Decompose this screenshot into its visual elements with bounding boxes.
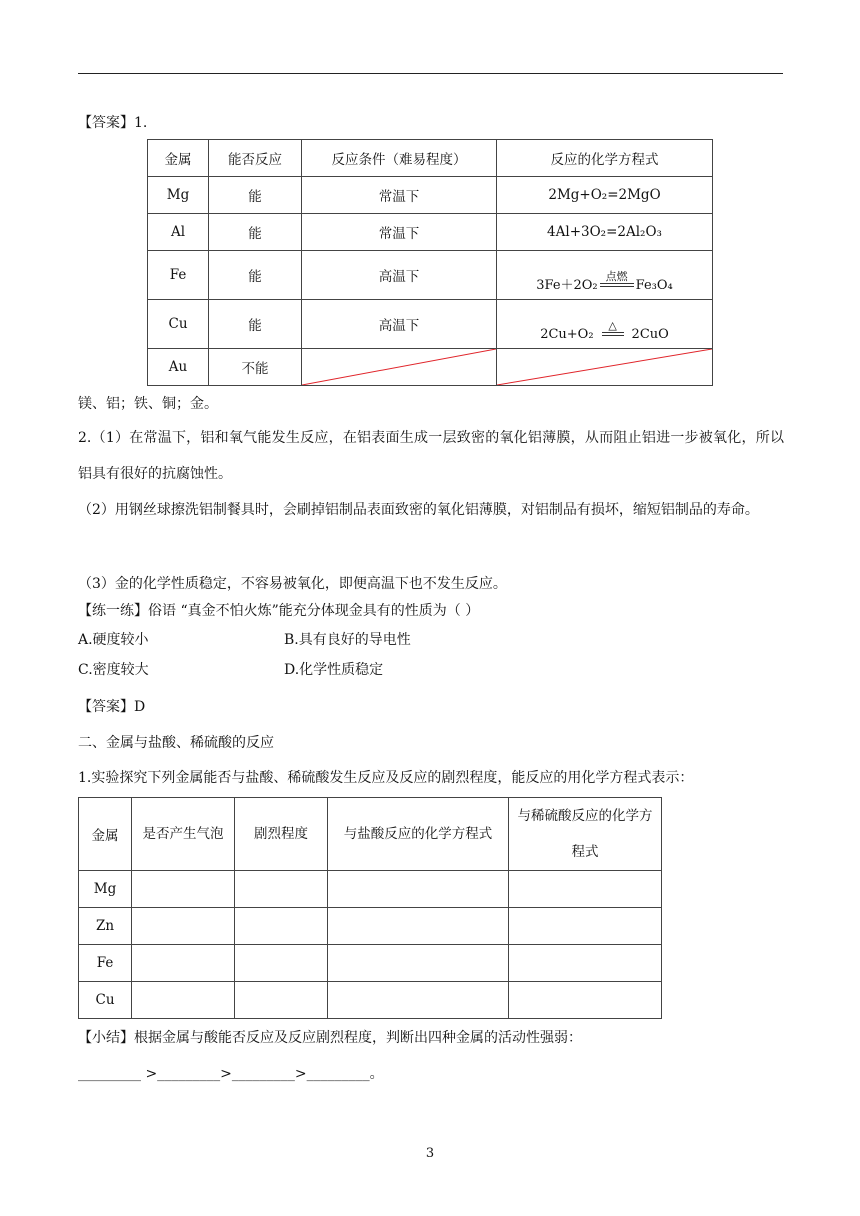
equals-bars xyxy=(602,332,624,336)
condition-cell: 常温下 xyxy=(302,177,497,214)
blank-cell[interactable] xyxy=(132,908,235,945)
equation-right: Fe₃O₄ xyxy=(635,278,673,293)
blank-cell[interactable] xyxy=(328,871,509,908)
option-c: C.密度较大 xyxy=(78,662,149,678)
empty-diagonal-cell xyxy=(302,349,497,386)
header-cell: 反应的化学方程式 xyxy=(497,140,713,177)
blanks-line[interactable]: _________ >_________>_________>_________。 xyxy=(78,1066,384,1082)
reaction-condition xyxy=(602,320,624,342)
condition-cell: 常温下 xyxy=(302,214,497,251)
table-row xyxy=(79,982,662,1019)
blank-cell[interactable] xyxy=(235,945,328,982)
blank-cell[interactable] xyxy=(132,871,235,908)
react-cell: 能 xyxy=(209,300,302,349)
header-cell: 与盐酸反应的化学方程式 xyxy=(328,798,509,871)
empty-diagonal-cell xyxy=(497,349,713,386)
metal-cell: Fe xyxy=(79,945,132,982)
table-row xyxy=(148,214,713,251)
table-row xyxy=(148,349,713,386)
equation-cell: 2Mg+O₂=2MgO xyxy=(497,177,713,214)
equation-cell: 4Al+3O₂=2Al₂O₃ xyxy=(497,214,713,251)
table-row xyxy=(79,908,662,945)
equals-bars xyxy=(600,283,634,287)
react-cell: 能 xyxy=(209,251,302,300)
table-row xyxy=(79,871,662,908)
answer-order-line: 镁、铝；铁、铜；金。 xyxy=(78,396,218,412)
condition-text: △ xyxy=(608,319,617,332)
header-cell: 能否反应 xyxy=(209,140,302,177)
answer-d: 【答案】D xyxy=(78,699,146,715)
practice-question: 【练一练】俗语 “真金不怕火炼”能充分体现金具有的性质为（ ） xyxy=(78,603,480,619)
equation-right: 2CuO xyxy=(631,327,669,342)
metal-cell: Fe xyxy=(148,251,209,300)
summary-line: 【小结】根据金属与酸能否反应及反应剧烈程度，判断出四种金属的活动性强弱： xyxy=(78,1030,582,1046)
option-b: B.具有良好的导电性 xyxy=(284,632,411,648)
equation-left: 2Cu+O₂ xyxy=(540,327,594,342)
option-a: A.硬度较小 xyxy=(78,632,149,648)
equation-cell xyxy=(497,300,713,349)
blank-cell[interactable] xyxy=(235,982,328,1019)
blank-cell[interactable] xyxy=(132,982,235,1019)
blank-cell[interactable] xyxy=(328,982,509,1019)
blank-cell[interactable] xyxy=(132,945,235,982)
metal-cell: Mg xyxy=(148,177,209,214)
blank-cell[interactable] xyxy=(235,871,328,908)
paragraph-2-1: 2.（1）在常温下，铝和氧气能发生反应，在铝表面生成一层致密的氧化铝薄膜，从而阻止铝进一步被氧化，所以铝具有很好的抗腐蚀性。 xyxy=(78,430,784,482)
header-cell: 金属 xyxy=(148,140,209,177)
header-cell: 与稀硫酸反应的化学方程式 xyxy=(509,798,662,871)
metal-cell: Mg xyxy=(79,871,132,908)
blank-cell[interactable] xyxy=(509,982,662,1019)
answer-label: 【答案】1. xyxy=(78,115,148,131)
table-row xyxy=(148,251,713,300)
table-header-row xyxy=(148,140,713,177)
option-d: D.化学性质稳定 xyxy=(284,662,384,678)
blank-cell[interactable] xyxy=(235,908,328,945)
table-row xyxy=(79,945,662,982)
metal-cell: Al xyxy=(148,214,209,251)
header-rule xyxy=(78,73,783,74)
blank-cell[interactable] xyxy=(328,908,509,945)
header-cell: 是否产生气泡 xyxy=(132,798,235,871)
metal-cell: Cu xyxy=(148,300,209,349)
condition-text: 点燃 xyxy=(605,270,628,283)
metal-cell: Zn xyxy=(79,908,132,945)
header-cell: 反应条件（难易程度） xyxy=(302,140,497,177)
section-heading: 二、金属与盐酸、稀硫酸的反应 xyxy=(78,735,274,751)
metal-oxygen-table xyxy=(147,139,713,386)
metal-cell: Au xyxy=(148,349,209,386)
condition-cell: 高温下 xyxy=(302,251,497,300)
react-cell: 不能 xyxy=(209,349,302,386)
blank-cell[interactable] xyxy=(328,945,509,982)
header-cell: 剧烈程度 xyxy=(235,798,328,871)
react-cell: 能 xyxy=(209,177,302,214)
diagonal-line xyxy=(497,349,712,385)
equation-left: 3Fe＋2O₂ xyxy=(536,278,598,293)
table-header-row xyxy=(79,798,662,871)
header-cell: 金属 xyxy=(79,798,132,871)
metal-acid-table xyxy=(78,797,662,1019)
reaction-condition xyxy=(600,271,634,293)
metal-cell: Cu xyxy=(79,982,132,1019)
condition-cell: 高温下 xyxy=(302,300,497,349)
blank-cell[interactable] xyxy=(509,908,662,945)
table-row xyxy=(148,300,713,349)
equation-cell xyxy=(497,251,713,300)
blank-cell[interactable] xyxy=(509,945,662,982)
table-row xyxy=(148,177,713,214)
paragraph-2-2: （2）用钢丝球擦洗铝制餐具时，会刷掉铝制品表面致密的氧化铝薄膜，对铝制品有损坏，缩短铝制品的寿命。 xyxy=(78,502,759,518)
paragraph-2-3: （3）金的化学性质稳定，不容易被氧化，即便高温下也不发生反应。 xyxy=(78,576,507,592)
page-number: 3 xyxy=(425,1146,435,1161)
diagonal-line xyxy=(302,349,496,385)
question-1: 1.实验探究下列金属能否与盐酸、稀硫酸发生反应及反应的剧烈程度，能反应的用化学方程式表示： xyxy=(78,770,694,786)
blank-cell[interactable] xyxy=(509,871,662,908)
react-cell: 能 xyxy=(209,214,302,251)
